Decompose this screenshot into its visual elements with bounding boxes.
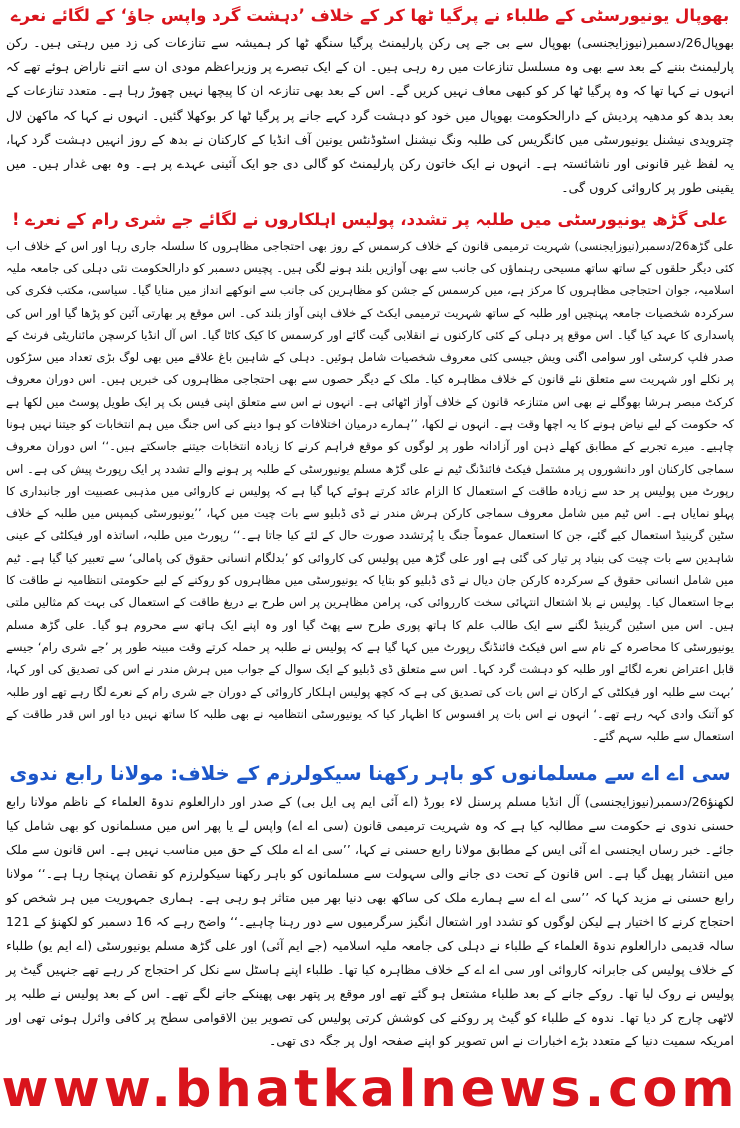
article-2: [6, 210, 734, 747]
article-2-body: علی گڑھ26/دسمبر(نیوزایجنسی) شہریت ترمیمی قانون کے خلاف کرسمس کے روز بھی احتجاجی مظاہروں کا سلسلہ جاری رہا اور اس کے خلاف اب کئی دیگر حلقوں کے ساتھ ساتھ مسیحی رہنماؤں کی جانب سے بھی آوازیں بلند ہونے لگی ہیں۔ پچیس دسمبر کو دارالحکومت نئی دہلی کی جامعہ ملیہ اسلامیہ، جوان احتجاجی مظاہروں کا مرکز ہے، میں کرسمس کے جشن کو مظاہرین کی جانب سے انوکھے انداز میں منایا گیا۔ سیاسی، مکتب فکری کی سرکردہ شخصیات جامعہ پہنچیں اور طلبہ کے ساتھ شہریت ترمیمی ایکٹ کے خلاف اپنی آواز بلند کی۔ اس موقع پر بھارتی آئین کو پڑھا گیا اور اس کی پاسداری کا عہد کیا گیا۔ اس موقع پر دہلی کے کئی کارکنوں نے انقلابی گیت گائے اور کرسمس کا کیک کاٹا گیا۔ اس آل انڈیا کرسچن مائناریٹی فرنٹ کے صدر فلپ کرسٹی اور سوامی اگنی ویش جیسی کئی معروف شخصیات شامل ہوئیں۔ دہلی کے شاہین باغ علاقے میں بھی لوگ بڑی تعداد میں سڑکوں پر نکلے اور شہریت سے متعلق نئے قانون کے خلاف مظاہرہ کیا۔ ملک کے دیگر حصوں سے بھی احتجاجی مظاہروں کی خبریں ہیں۔ اس دوران معروف کرکٹ مبصر ہرشا بھوگلے نے بھی اس متنازعہ قانون کے خلاف آواز اٹھائی ہے۔ انہوں نے اس سے متعلق اپنی فیس بک پر ایک طویل پوسٹ میں لکھا ہے کہ حکومت کے لیے نیاض ہونے کا یہ اچھا وقت ہے۔ انہوں نے لکھا، ’’ہمارے درمیان اختلافات کو ہوا دینے کی اس جنگ میں ہم انتخابات کو جیتنا نہیں ہونا چاہیے۔ میرے تجربے کے مطابق کھلے ذہن اور آزادانہ طور پر لوگوں کو موقع فراہم کرنے کا زیادہ انتخابات جیتنے جاسکتے ہیں۔‘‘ اس دوران معروف سماجی کارکنان اور دانشوروں پر مشتمل فیکٹ فائنڈنگ ٹیم نے علی گڑھ مسلم یونیورسٹی کے طلبہ پر ہونے والے تشدد پر ایک رپورٹ پیش کی ہے۔ اس رپورٹ میں پولیس پر حد سے زیادہ طاقت کے استعمال کا الزام عائد کرتے ہوئے کہا گیا ہے کہ پولیس نے کاروائی میں مذہبی عصبیت اور جانبداری کا پہلو نمایاں ہے۔ اس ٹیم میں شامل معروف سماجی کارکن ہرش مندر نے ڈی ڈبلیو سے بات چیت میں کہا، ’’یونیورسٹی کیمپس میں طلبہ کے خلاف سٹین گرینیڈ استعمال کیے گئے، جن کا استعمال عموماً جنگ یا پُرتشدد صورت حال کے لئے کیا جاتا ہے۔‘‘ رپورٹ میں طلبہ، اساتذہ اور فیکلٹی کے عینی شاہدین سے بات چیت کی بنیاد پر تیار کی گئی ہے اور علی گڑھ میں پولیس کی کاروائی کو ’بدلگام انسانی حقوق کی پامالی‘ سے تعبیر کیا گیا ہے۔ ٹیم میں شامل انسانی حقوق کے سرکردہ کارکن جان دیال نے ڈی ڈبلیو کو بتایا کہ یونیورسٹی میں مظاہروں کو روکنے کے لیے حکومتی انتظامیہ نے طاقت کا بےجا استعمال کیا۔ پولیس نے بلا اشتعال انتہائی سخت کارروائی کی، پرامن مظاہرین پر اس طرح بے دریغ طاقت کے استعمال کی بہت کم مثالیں ملتی ہیں۔ اس میں اسٹین گرینیڈ لگنے سے ایک طالب علم کا ہاتھ پوری طرح سے پھٹ گیا اور وہ اپنے ایک ہاتھ سے محروم ہو گیا۔ علی گڑھ مسلم یونیورسٹی کا محاصرہ کے نام سے اس فیکٹ فائنڈنگ رپورٹ میں کہا گیا ہے کہ پولیس نے طلبہ پر حملہ کرتے وقت مبینہ طور پر ’جے شری رام‘ جیسے قابل اعتراض نعرے لگائے اور طلبہ کو دہشت گرد کہا۔ اس سے متعلق ڈی ڈبلیو کے ایک سوال کے جواب میں ہرش مندر نے اس کی تصدیق کی اور کہا، ’بہت سے طلبہ اور فیکلٹی کے ارکان نے اس بات کی تصدیق کی ہے کہ کچھ پولیس اہلکار کاروائی کے دوران جے شری رام کے نعرے لگا رہے تھے اور طلبہ کو آتنک وادی کہہ رہے تھے۔‘ انہوں نے اس بات پر افسوس کا اظہار کیا کہ یونیورسٹی انتظامیہ نے بھی طلبہ کا ساتھ نہیں دیا اور اس قدر طاقت کے استعمال سے طلبہ سہم گئے۔: [6, 238, 734, 744]
article-3-body: لکھنؤ26/دسمبر(نیوزایجنسی) آل انڈیا مسلم پرسنل لاء بورڈ (اے آئی ایم پی ایل بی) کے صدر اور دارالعلوم ندوۃ العلماء کے ناظم مولانا رابع حسنی ندوی نے حکومت سے مطالبہ کیا ہے کہ وہ شہریت ترمیمی قانون (سی اے اے) واپس لے یا پھر اس میں مسلمانوں کو بھی شامل کیا جائے۔ خبر رساں ایجنسی اے آئی ایس کے مطابق مولانا رابع حسنی نے کہا، ’’سی اے اے ملک کے حق میں مناسب نہیں ہے۔ اس قانون سے ملک میں انتشار پھیل گیا ہے۔ اس قانون کے تحت دی جانے والی سہولت سے مسلمانوں کو باہر رکھنا سیکولرزم کو نقصان پہنچا رہا ہے۔‘‘ مولانا رابع حسنی نے مزید کہا کہ ’’سی اے اے سے ہمارے ملک کی ساکھ بھی دنیا بھر میں متاثر ہو رہی ہے۔ ہماری جمہوریت میں ہر شخص کو احتجاج کرنے کا اختیار ہے لیکن لوگوں کو تشدد اور اشتعال انگیز سرگرمیوں سے دور رہنا چاہیے۔‘‘ واضح رہے کہ 16 دسمبر کو لکھنؤ کے 121 سالہ قدیمی دارالعلوم ندوۃ العلماء کے طلباء نے دہلی کی جامعہ ملیہ اسلامیہ (جے ایم آئی) اور علی گڑھ مسلم یونیورسٹی (اے ایم یو) طلباء کے خلاف پولیس کی جابرانہ کاروائی اور سی اے اے کے خلاف مظاہرہ کیا تھا۔ طلباء اپنے ہاسٹل سے نکل کر احتجاج کر رہے تھے جنہیں گیٹ پر پولیس نے روک لیا تھا۔ روکے جانے کے بعد طلباء مشتعل ہو گئے تھے اور موقع پر پتھر بھی پھینکے جانے لگے تھے۔ اس کے بعد پولیس نے طلبہ پر لاٹھی چارج کر دیا تھا۔ ندوہ کے طلباء کو گیٹ پر روکنے کی کوشش کرتی پولیس کی تصویر بین الاقوامی سطح پر کافی وائرل ہوئی تھی اور امریکہ سمیت دنیا کے متعدد بڑے اخبارات نے اس تصویر کو اپنے صفحہ اول پر جگہ دی تھی۔: [6, 794, 734, 1049]
article-1-body: بھوپال26/دسمبر(نیوزایجنسی) بھوپال سے بی جے پی رکن پارلیمنٹ پرگیا سنگھ ٹھا کر ہمیشہ سے تنازعات کی زد میں رہتی ہیں۔ رکن پارلیمنٹ بننے کے بعد سے بھی وہ مسلسل تنازعات میں رہ رہی ہیں۔ ان کے ایک تبصرے پر وزیراعظم مودی ان سے اتنے ناراض ہوئے تھے کہ انہوں نے کہا تھا کہ وہ پرگیا ٹھا کر کو کبھی معاف نہیں کریں گے۔ اس کے بعد بھی تنازعہ ان کا پیچھا نہیں چھوڑ رہا ہے۔ متعدد تنازعات کے بعد بدھ کو مدھیہ پردیش کے دارالحکومت بھوپال میں خود کو دہشت گرد کہے جانے پر پرگیا ٹھا کر بوکھلا گئیں۔ انہوں نے کہا کہ ماکھن لال چترویدی نیشنل یونیورسٹی میں کانگریس کی طلبہ ونگ نیشنل اسٹوڈنٹس یونین آف انڈیا کے کارکنان نے بدھ کے روز انہیں دہشت گرد کہا، یہ لفظ غیر قانونی اور ناشائستہ ہے۔ انہوں نے ایک خاتون رکن پارلیمنٹ کو گالی دی جو ایک آئینی عہدے پر ہے۔ وہ بھی غدار ہیں۔ میں یقینی طور پر کاروائی کروں گی۔: [6, 34, 734, 196]
article-1: [6, 6, 734, 201]
article-3-headline: سی اے اے سے مسلمانوں کو باہر رکھنا سیکولرزم کے خلاف: مولانا رابع ندوی: [9, 762, 731, 785]
article-1-headline: بھوپال یونیورسٹی کے طلباء نے پرگیا ٹھا کر کے خلاف ’دہشت گرد واپس جاؤ‘ کے لگائے نعرے: [10, 6, 730, 25]
footer-website: www.bhatkalnews.com: [1, 1060, 739, 1119]
article-2-headline: علی گڑھ یونیورسٹی میں طلبہ پر تشدد، پولیس اہلکاروں نے لگائے جے شری رام کے نعرے !: [12, 210, 728, 229]
article-3: [6, 762, 734, 1053]
